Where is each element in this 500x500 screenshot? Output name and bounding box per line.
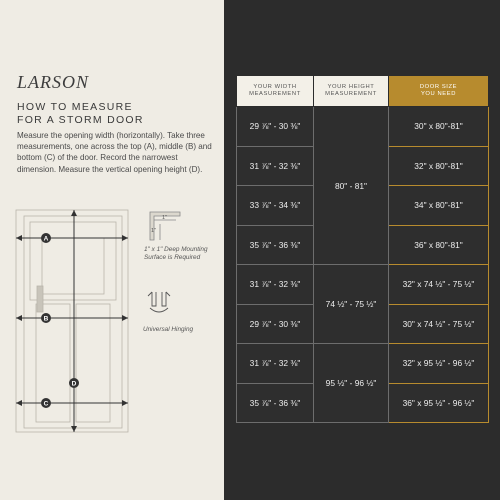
door-size-table bbox=[236, 75, 489, 423]
guide-title bbox=[17, 101, 217, 127]
mounting-note: 1" x 1" Deep Mounting Surface is Required bbox=[144, 246, 208, 261]
header-height: YOUR HEIGHT MEASUREMENT bbox=[314, 76, 389, 107]
guide-panel bbox=[0, 0, 224, 500]
door-size-cell: 34" x 80"-81" bbox=[389, 186, 489, 226]
hinge-icon bbox=[148, 292, 170, 312]
width-cell: 29 ⅞" - 30 ⅜" bbox=[237, 304, 314, 344]
door-diagram bbox=[12, 200, 224, 440]
header-width: YOUR WIDTH MEASUREMENT bbox=[237, 76, 314, 107]
width-cell: 33 ⅞" - 34 ⅜" bbox=[237, 186, 314, 226]
mount-dim-height: 1" bbox=[151, 228, 157, 234]
width-cell: 29 ⅞" - 30 ⅜" bbox=[237, 107, 314, 147]
svg-text:D: D bbox=[71, 380, 77, 388]
larson-logo: LARSON bbox=[17, 72, 90, 92]
width-cell: 31 ⅞" - 32 ⅜" bbox=[237, 344, 314, 384]
measure-marker-a bbox=[41, 233, 51, 243]
door-size-cell: 32" x 95 ½" - 96 ½" bbox=[389, 344, 489, 384]
guide-title-line2: FOR A STORM DOOR bbox=[17, 114, 144, 126]
measure-marker-c bbox=[41, 398, 51, 408]
door-size-cell: 36" x 95 ½" - 96 ½" bbox=[389, 383, 489, 423]
svg-text:A: A bbox=[43, 235, 49, 243]
guide-instructions: Measure the opening width (horizontally). Take three measurements, one across the top (A), middle (B) and bottom (C) of the door. Record the narrowest dimension. Measure the vertical opening height (D). bbox=[17, 131, 212, 174]
door-size-cell: 36" x 80"-81" bbox=[389, 225, 489, 265]
width-cell: 35 ⅞" - 36 ⅜" bbox=[237, 383, 314, 423]
table-header-row bbox=[237, 76, 489, 107]
table-row bbox=[237, 265, 489, 305]
measure-marker-b bbox=[41, 313, 51, 323]
measure-marker-d bbox=[69, 378, 79, 388]
guide-title-line1: HOW TO MEASURE bbox=[17, 101, 133, 113]
hinging-note: Universal Hinging bbox=[143, 326, 194, 333]
door-size-cell: 30" x 74 ½" - 75 ½" bbox=[389, 304, 489, 344]
height-cell: 74 ½" - 75 ½" bbox=[314, 265, 389, 344]
width-cell: 35 ⅞" - 36 ⅜" bbox=[237, 225, 314, 265]
width-cell: 31 ⅞" - 32 ⅜" bbox=[237, 146, 314, 186]
svg-text:B: B bbox=[43, 315, 49, 323]
door-size-cell: 32" x 74 ½" - 75 ½" bbox=[389, 265, 489, 305]
table-row bbox=[237, 344, 489, 384]
door-size-cell: 32" x 80"-81" bbox=[389, 146, 489, 186]
width-cell: 31 ⅞" - 32 ⅜" bbox=[237, 265, 314, 305]
door-size-cell: 30" x 80"-81" bbox=[389, 107, 489, 147]
svg-text:C: C bbox=[43, 400, 49, 408]
table-row bbox=[237, 107, 489, 147]
door-frame-illustration bbox=[16, 210, 128, 432]
header-door-size: DOOR SIZE YOU NEED bbox=[389, 76, 489, 107]
height-cell: 95 ½" - 96 ½" bbox=[314, 344, 389, 423]
mount-dim-width: 1" bbox=[162, 215, 168, 221]
height-cell: 80" - 81" bbox=[314, 107, 389, 265]
